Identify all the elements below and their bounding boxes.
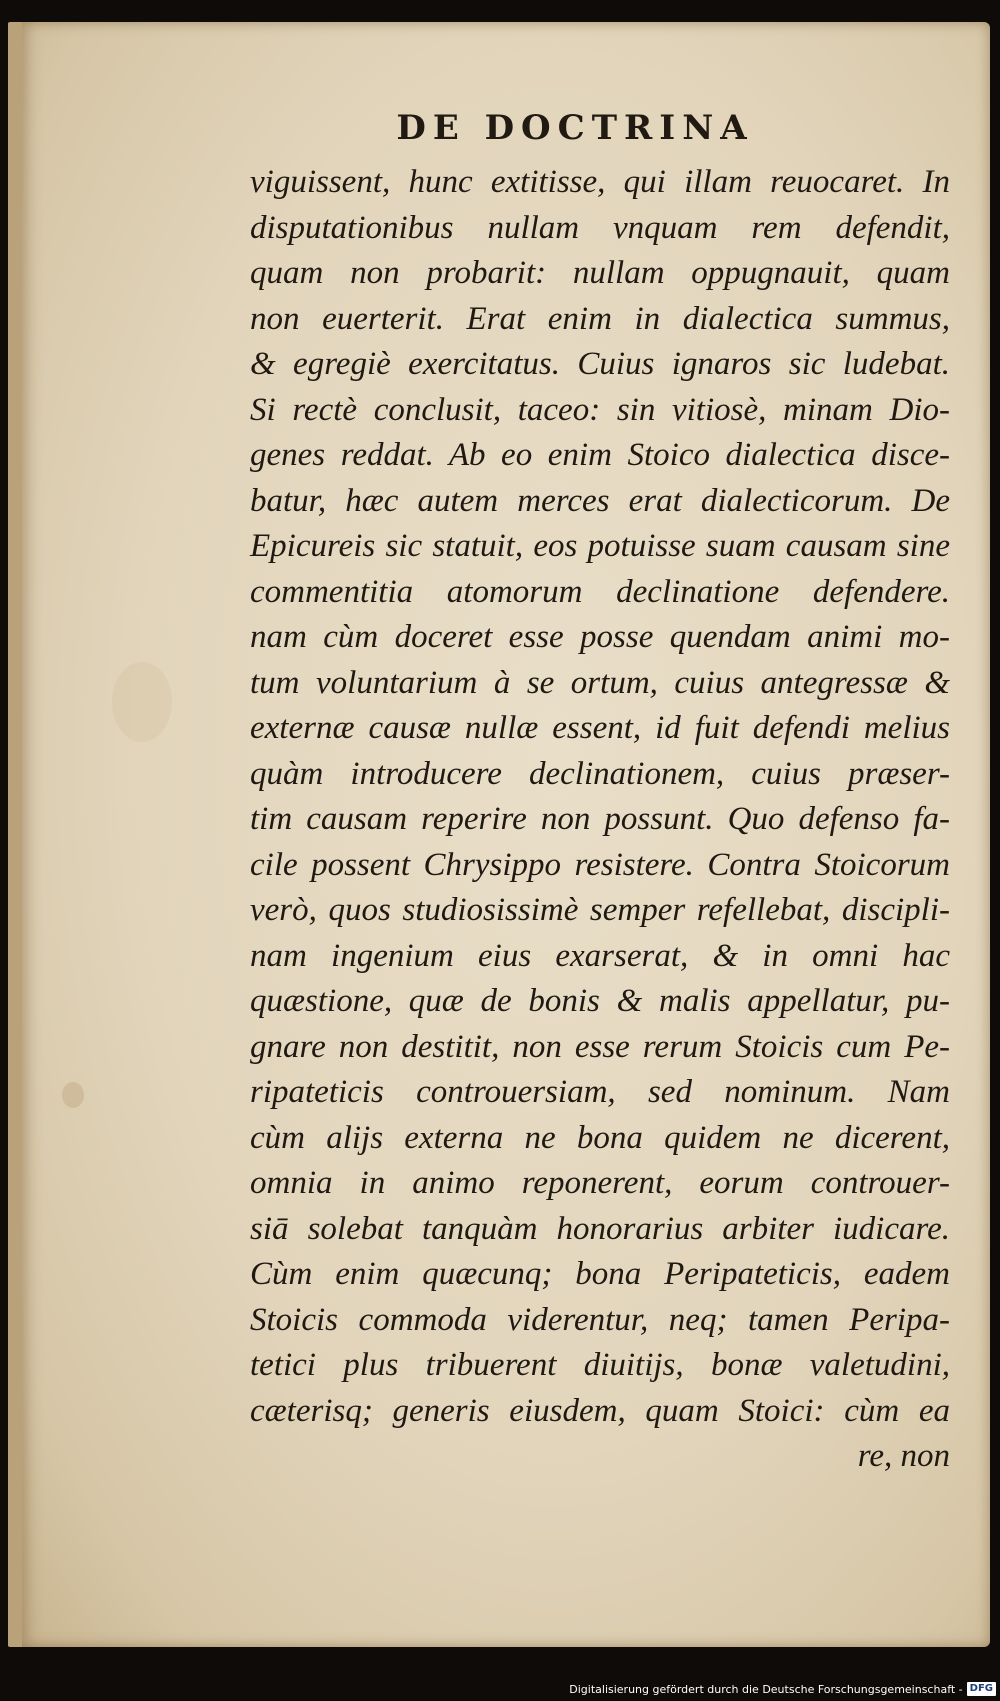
text-line: Cùm enim quæcunq; bona Peripateticis, eadem <box>250 1256 950 1292</box>
running-head: DE DOCTRINA <box>396 108 754 148</box>
text-line: externæ causæ nullæ essent, id fuit defendi melius <box>250 710 950 746</box>
text-line: quàm introducere declinationem, cuius præser- <box>250 755 950 792</box>
text-line: siā solebat tanquàm honorarius arbiter iudicare. <box>250 1210 950 1247</box>
text-line: cùm alijs externa ne bona quidem ne dicerent, <box>250 1119 950 1156</box>
text-line: viguissent, hunc extitisse, qui illam reuocaret. In <box>250 164 950 200</box>
text-line: batur, hæc autem merces erat dialecticorum. De <box>250 482 950 519</box>
text-line: tum voluntarium à se ortum, cuius antegressæ & <box>250 664 950 701</box>
text-line: cile possent Chrysippo resistere. Contra Stoicorum <box>250 846 950 883</box>
digitization-credit <box>569 1679 996 1699</box>
text-line: tetici plus tribuerent diuitijs, bonæ valetudini, <box>250 1347 950 1383</box>
text-line: quam non probarit: nullam oppugnauit, quam <box>250 255 950 291</box>
text-line: Stoicis commoda viderentur, neq; tamen Peripa- <box>250 1301 950 1338</box>
text-line: nam ingenium eius exarserat, & in omni hac <box>250 937 950 974</box>
catchword: re, non <box>857 1438 950 1474</box>
text-line: verò, quos studiosissimè semper refellebat, discipli- <box>250 892 950 928</box>
dfg-logo-icon: DFG <box>967 1682 996 1696</box>
text-line: genes reddat. Ab eo enim Stoico dialectica disce- <box>250 437 950 473</box>
text-line: commentitia atomorum declinatione defendere. <box>250 573 950 610</box>
credit-text: Digitalisierung gefördert durch die Deutsche Forschungsgemeinschaft - <box>569 1682 963 1696</box>
text-line: quæstione, quæ de bonis & malis appellatur, pu- <box>250 983 950 1019</box>
text-line: gnare non destitit, non esse rerum Stoicis cum Pe- <box>250 1028 950 1065</box>
text-line: tim causam reperire non possunt. Quo defenso fa- <box>250 801 950 837</box>
text-line: disputationibus nullam vnquam rem defendit, <box>250 209 950 246</box>
text-line: omnia in animo reponerent, eorum controuer- <box>250 1165 950 1201</box>
text-line: cæterisq; generis eiusdem, quam Stoici: cùm ea <box>250 1392 950 1429</box>
text-line: non euerterit. Erat enim in dialectica summus, <box>250 300 950 337</box>
body-text <box>250 160 950 1480</box>
paper-stain <box>112 662 172 742</box>
text-line: Epicureis sic statuit, eos potuisse suam causam sine <box>250 528 950 564</box>
text-line: ripateticis controuersiam, sed nominum. Nam <box>250 1074 950 1110</box>
text-line: nam cùm doceret esse posse quendam animi mo- <box>250 619 950 655</box>
text-line: & egregiè exercitatus. Cuius ignaros sic ludebat. <box>250 346 950 382</box>
paper-stain <box>62 1082 84 1108</box>
text-line: Si rectè conclusit, taceo: sin vitiosè, minam Dio- <box>250 391 950 428</box>
